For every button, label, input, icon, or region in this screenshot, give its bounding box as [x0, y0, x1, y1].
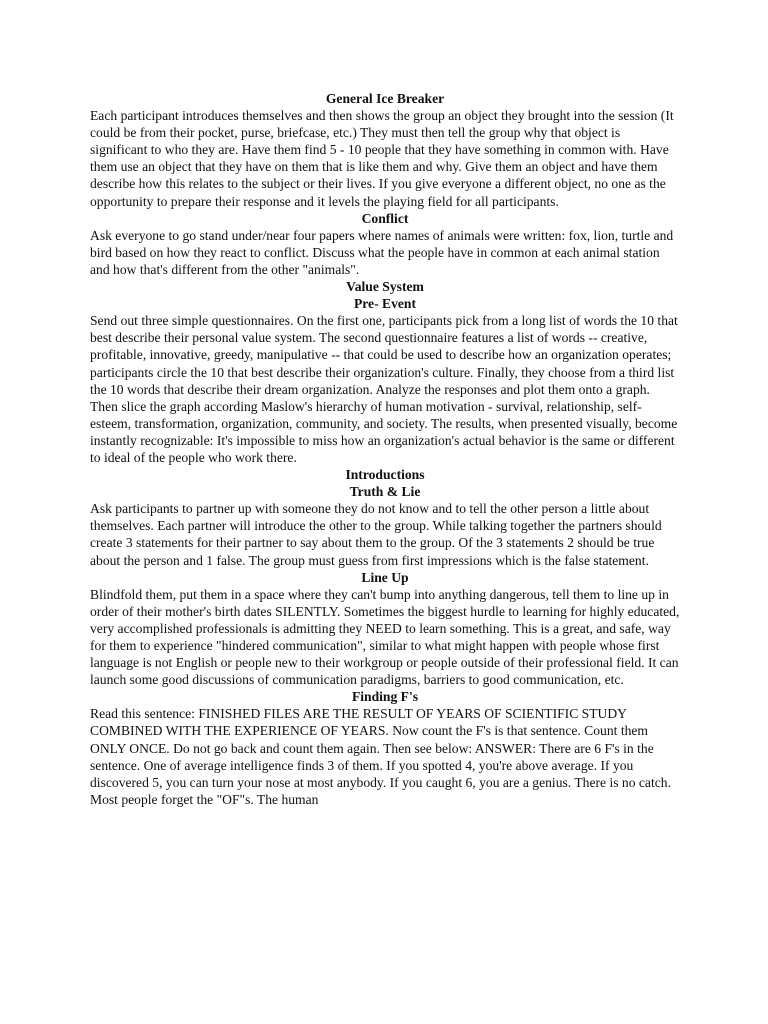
paragraph-finding-fs: Read this sentence: FINISHED FILES ARE THE RESULT OF YEARS OF SCIENTIFIC STUDY COMBINED WITH THE EXPERIENCE OF YEARS. Now count the F's is that sentence. Count them ONLY ONCE. Do not go back and count them again. Then see below: ANSWER: There are 6 F's in the sentence. One of average intelligence finds 3 of them. If you spotted 4, you're above average. If you discovered 5, you can turn your nose at most anybody. If you caught 6, you are a genius. There is no catch. Most people forget the "OF"s. The human [90, 706, 671, 807]
paragraph-line-up: Blindfold them, put them in a space where they can't bump into anything dangerous, tell them to line up in order of their mother's birth dates SILENTLY. Sometimes the biggest hurdle to learning for highly educated, very accomplished professionals is admitting they NEED to learn something. This is a great, and safe, way for them to experience "hindered communication", similar to what might happen with people whose first language is not English or people new to their workgroup or people outside of their professional field. It can launch some good discussions of communication paradigms, barriers to good communication, etc. [90, 586, 680, 688]
section-value-system [90, 278, 680, 466]
heading-line-up: Line Up [361, 569, 409, 585]
heading-truth-and-lie: Truth & Lie [349, 484, 421, 500]
heading-value-system: Value System [346, 279, 424, 295]
section-introductions [90, 466, 680, 569]
heading-finding-fs: Finding F's [351, 689, 419, 705]
heading-general-ice-breaker: General Ice Breaker [325, 91, 445, 106]
paragraph-value-system: Send out three simple questionnaires. On the first one, participants pick from a long list of words the 10 that best describe their personal value system. The second questionnaire features a list of words -- creative, profitable, innovative, greedy, manipulative -- that could be used to describe how an organization operates; participants circle the 10 that best describe their organization's culture. Finally, they choose from a third list the 10 words that describe their dream organization. Analyze the responses and plot them onto a graph. Then slice the graph according Maslow's hierarchy of human motivation - survival, relationship, self-esteem, transformation, organization, community, and society. The results, when presented visually, become instantly recognizable: It's impossible to miss how an organization's actual behavior is the same or different to ideal of the people who work there. [90, 313, 678, 465]
section-conflict [90, 210, 680, 278]
paragraph-conflict: Ask everyone to go stand under/near four papers where names of animals were written: fox, lion, turtle and bird based on how they react to conflict. Discuss what the people have in common at each animal station and how that's different from the other "animals". [90, 227, 674, 277]
section-line-up [90, 569, 680, 689]
heading-conflict: Conflict [361, 210, 409, 226]
section-general-ice-breaker [90, 90, 680, 210]
document-page [90, 90, 680, 808]
heading-introductions: Introductions [345, 467, 425, 483]
paragraph-truth-and-lie: Ask participants to partner up with someone they do not know and to tell the other person a little about themselves. Each partner will introduce the other to the group. While talking together the partners should create 3 statements for their partner to say about them to the group. Of the 3 statements 2 should be true about the person and 1 false. The group must guess from first impressions which is the false statement. [90, 501, 662, 568]
section-finding-fs [90, 688, 680, 808]
paragraph-general-ice-breaker: Each participant introduces themselves and then shows the group an object they brought into the session (It could be from their pocket, purse, briefcase, etc.) They must then tell the group why that object is significant to who they are. Have them find 5 - 10 people that they have something in common with. Have them use an object that they have on them that is like them and why. Give them an object and have them describe how this relates to the subject or their lives. If you give everyone a different object, no one as the opportunity to prepare their response and it levels the playing field for all participants. [90, 108, 674, 209]
heading-pre-event: Pre- Event [353, 296, 417, 312]
